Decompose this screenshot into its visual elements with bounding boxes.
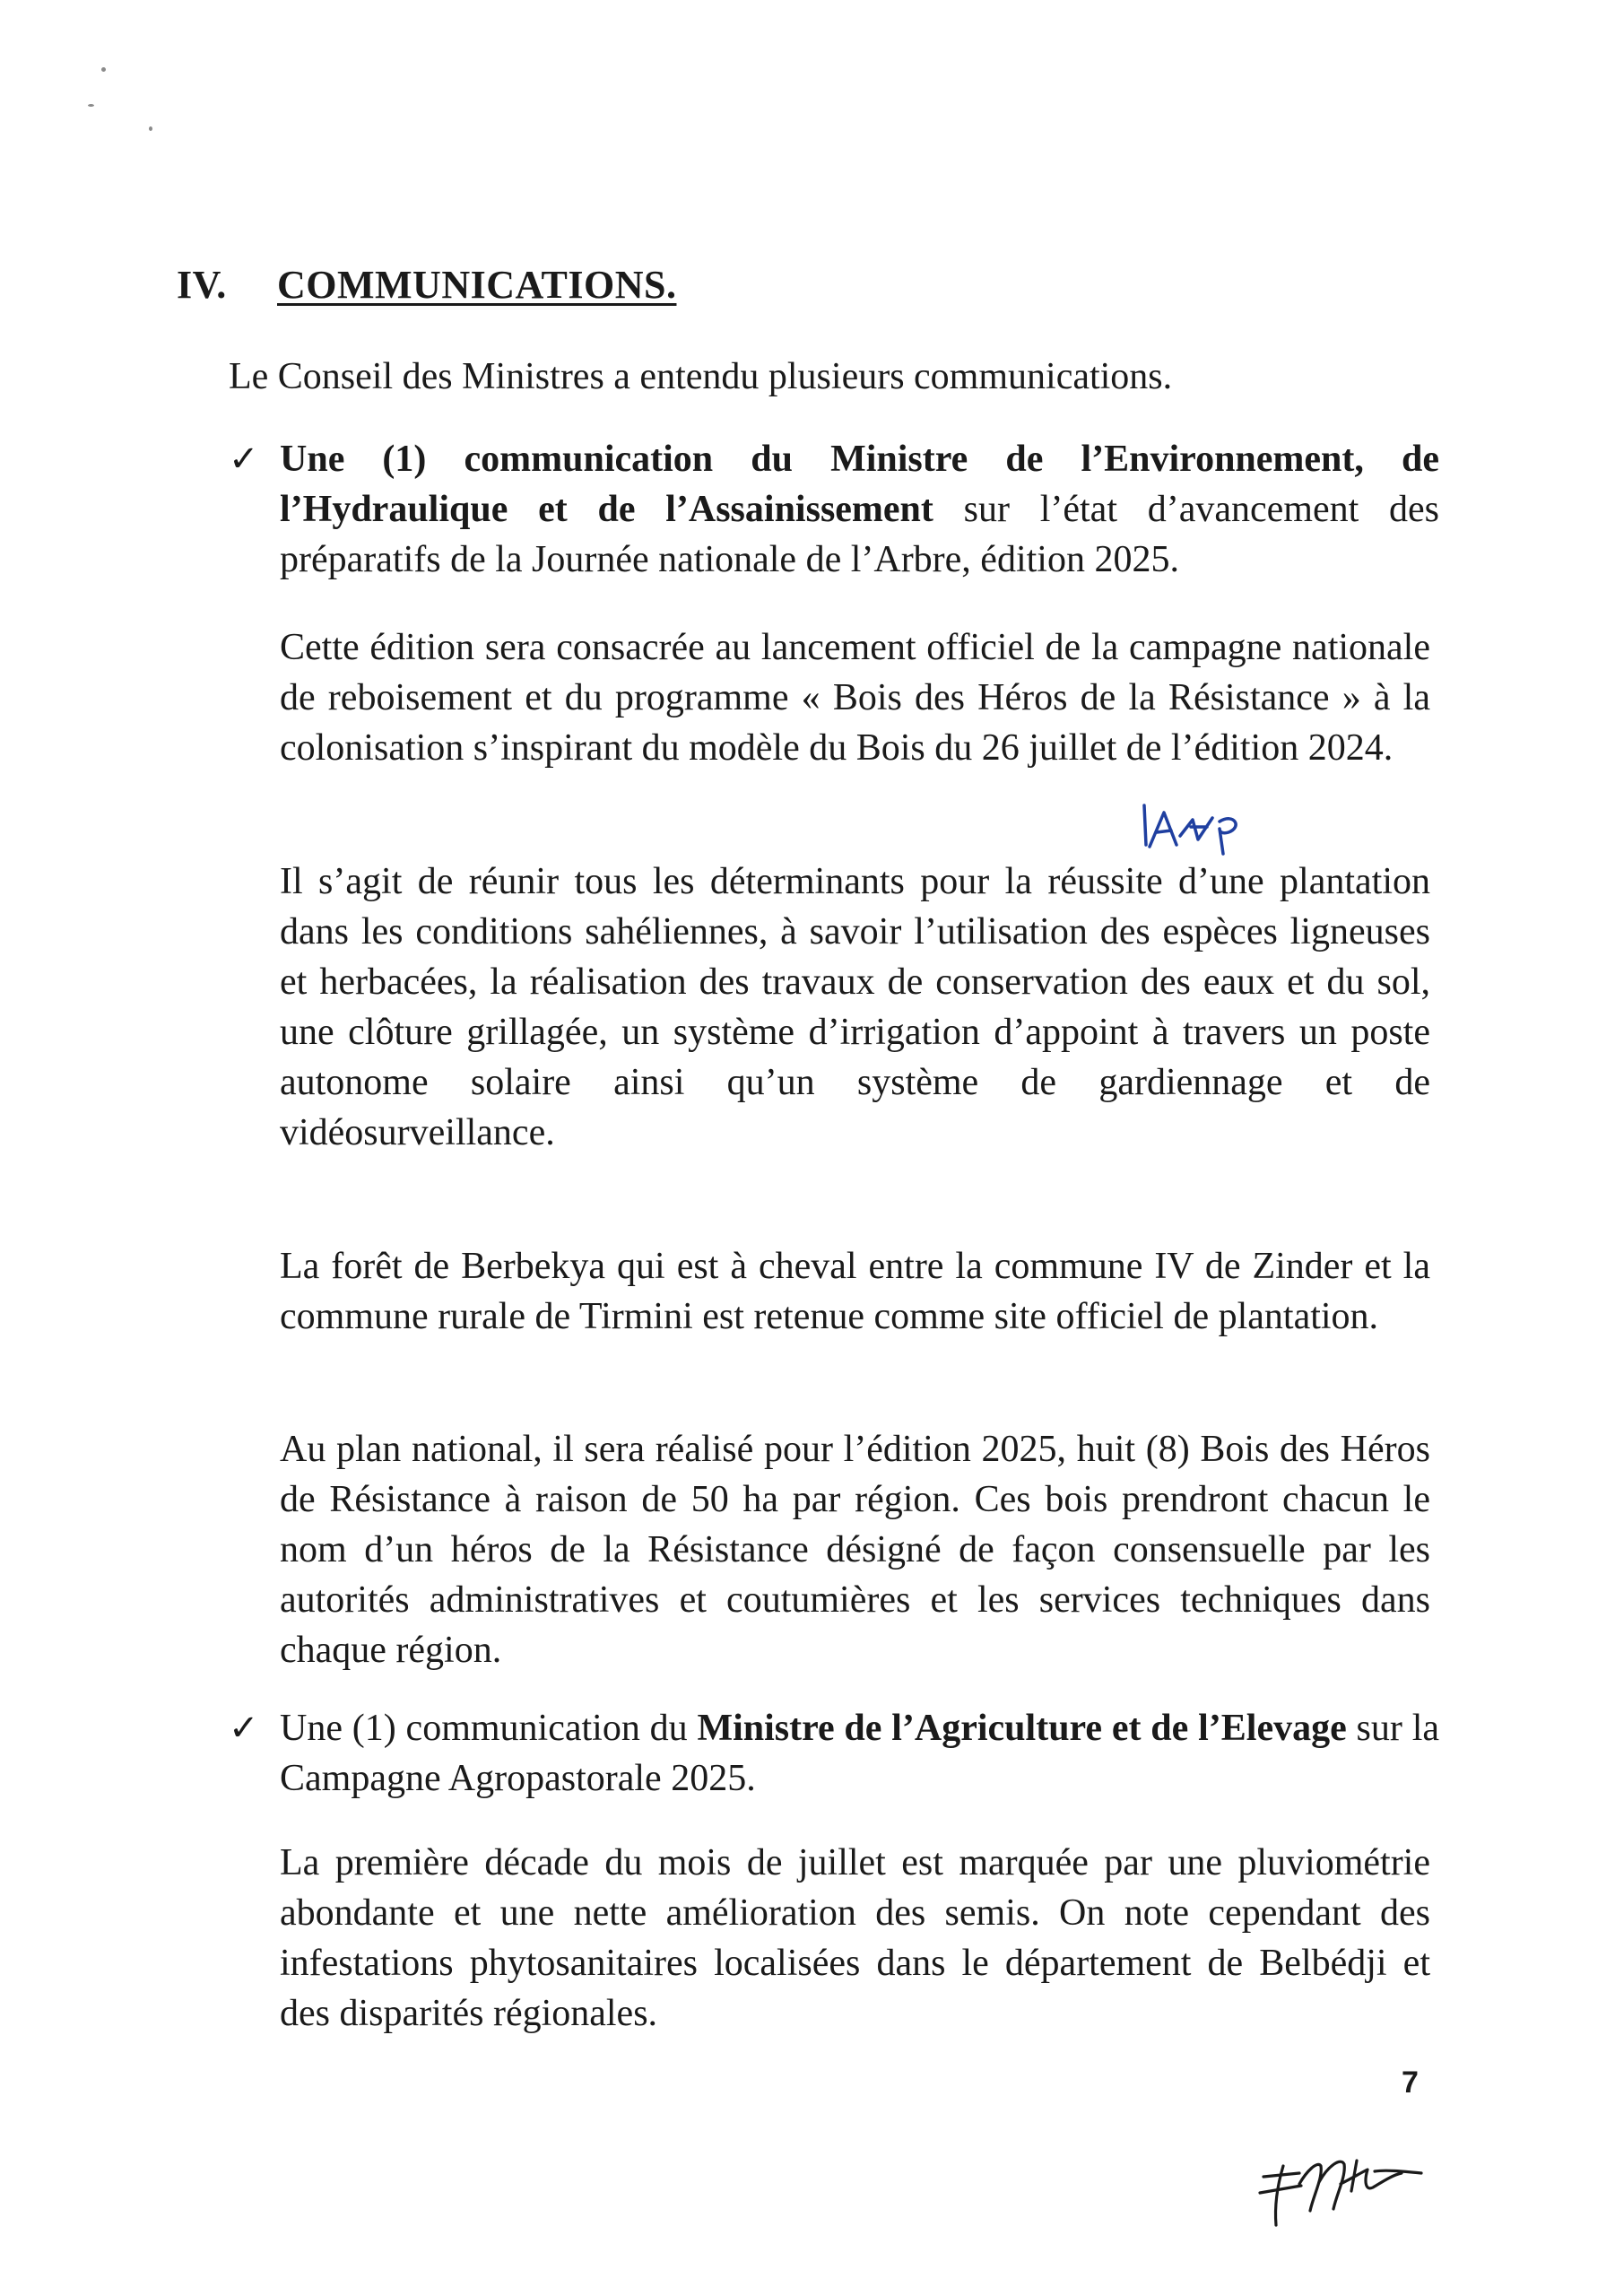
section-title: COMMUNICATIONS. [277,263,677,307]
handwritten-initials-icon [1137,800,1249,856]
paragraph: Il s’agit de réunir tous les déterminants pour la réussite d’une plantation dans les conditions sahéliennes, à savoir l’utilisation des espèces ligneuses et herbacées, la réalisation des travaux de conservation des eaux et du sol, une clôture grillagée, un système d’irrigation d’appoint à travers un poste autonome solaire ainsi qu’un système de gardiennage et de vidéosurveillance. [280,861,1430,1153]
communication-item-2 [229,1703,1439,1804]
communication-intro: Une (1) communication du [280,1708,698,1749]
communication-lead [280,434,1439,585]
communication-subject: sur la Campagne Agropastorale 2025. [280,1708,1439,1799]
communication-subject: sur l’état d’avancement des préparatifs de la Journée nationale de l’Arbre, édition 2025. [280,489,1439,580]
paragraph: Au plan national, il sera réalisé pour l’édition 2025, huit (8) Bois des Héros de Résistance à raison de 50 ha par région. Ces bois prendront chacun le nom d’un héros de la Résistance désigné de façon consensuelle par les autorités administratives et coutumières et les services techniques dans chaque région. [280,1429,1430,1671]
checkmark-icon: ✓ [229,439,259,480]
intro-text: Le Conseil des Ministres a entendu plusieurs communications. [229,356,1173,397]
paragraph: La première décade du mois de juillet est marquée par une pluviométrie abondante et une nette amélioration des semis. On note cependant des infestations phytosanitaires localisées dans le département de Belbédji et des disparités régionales. [280,1842,1430,2034]
section-number: IV. [177,263,227,307]
scan-speck [101,67,106,72]
checkmark-icon: ✓ [229,1708,259,1749]
paragraph: La forêt de Berbekya qui est à cheval entre la commune IV de Zinder et la commune rurale de Tirmini est retenue comme site officiel de plantation. [280,1246,1430,1337]
communication-lead [280,1703,1439,1804]
page-number: 7 [1402,2066,1419,2100]
section-heading [177,262,676,308]
minister-name: Une (1) communication du Ministre de l’Environnement, de l’Hydraulique et de l’Assainissement [280,439,1439,530]
paragraph: Cette édition sera consacrée au lancement officiel de la campagne nationale de reboisement et du programme « Bois des Héros de la Résistance » à la colonisation s’inspirant du modèle du Bois du 26 juillet de l’édition 2024. [280,627,1430,769]
minister-name: Ministre de l’Agriculture et de l’Elevage [697,1708,1347,1749]
signature-icon [1251,2139,1430,2233]
communication-item-1 [229,434,1439,585]
scan-speck [88,104,94,107]
scan-speck [149,126,152,131]
